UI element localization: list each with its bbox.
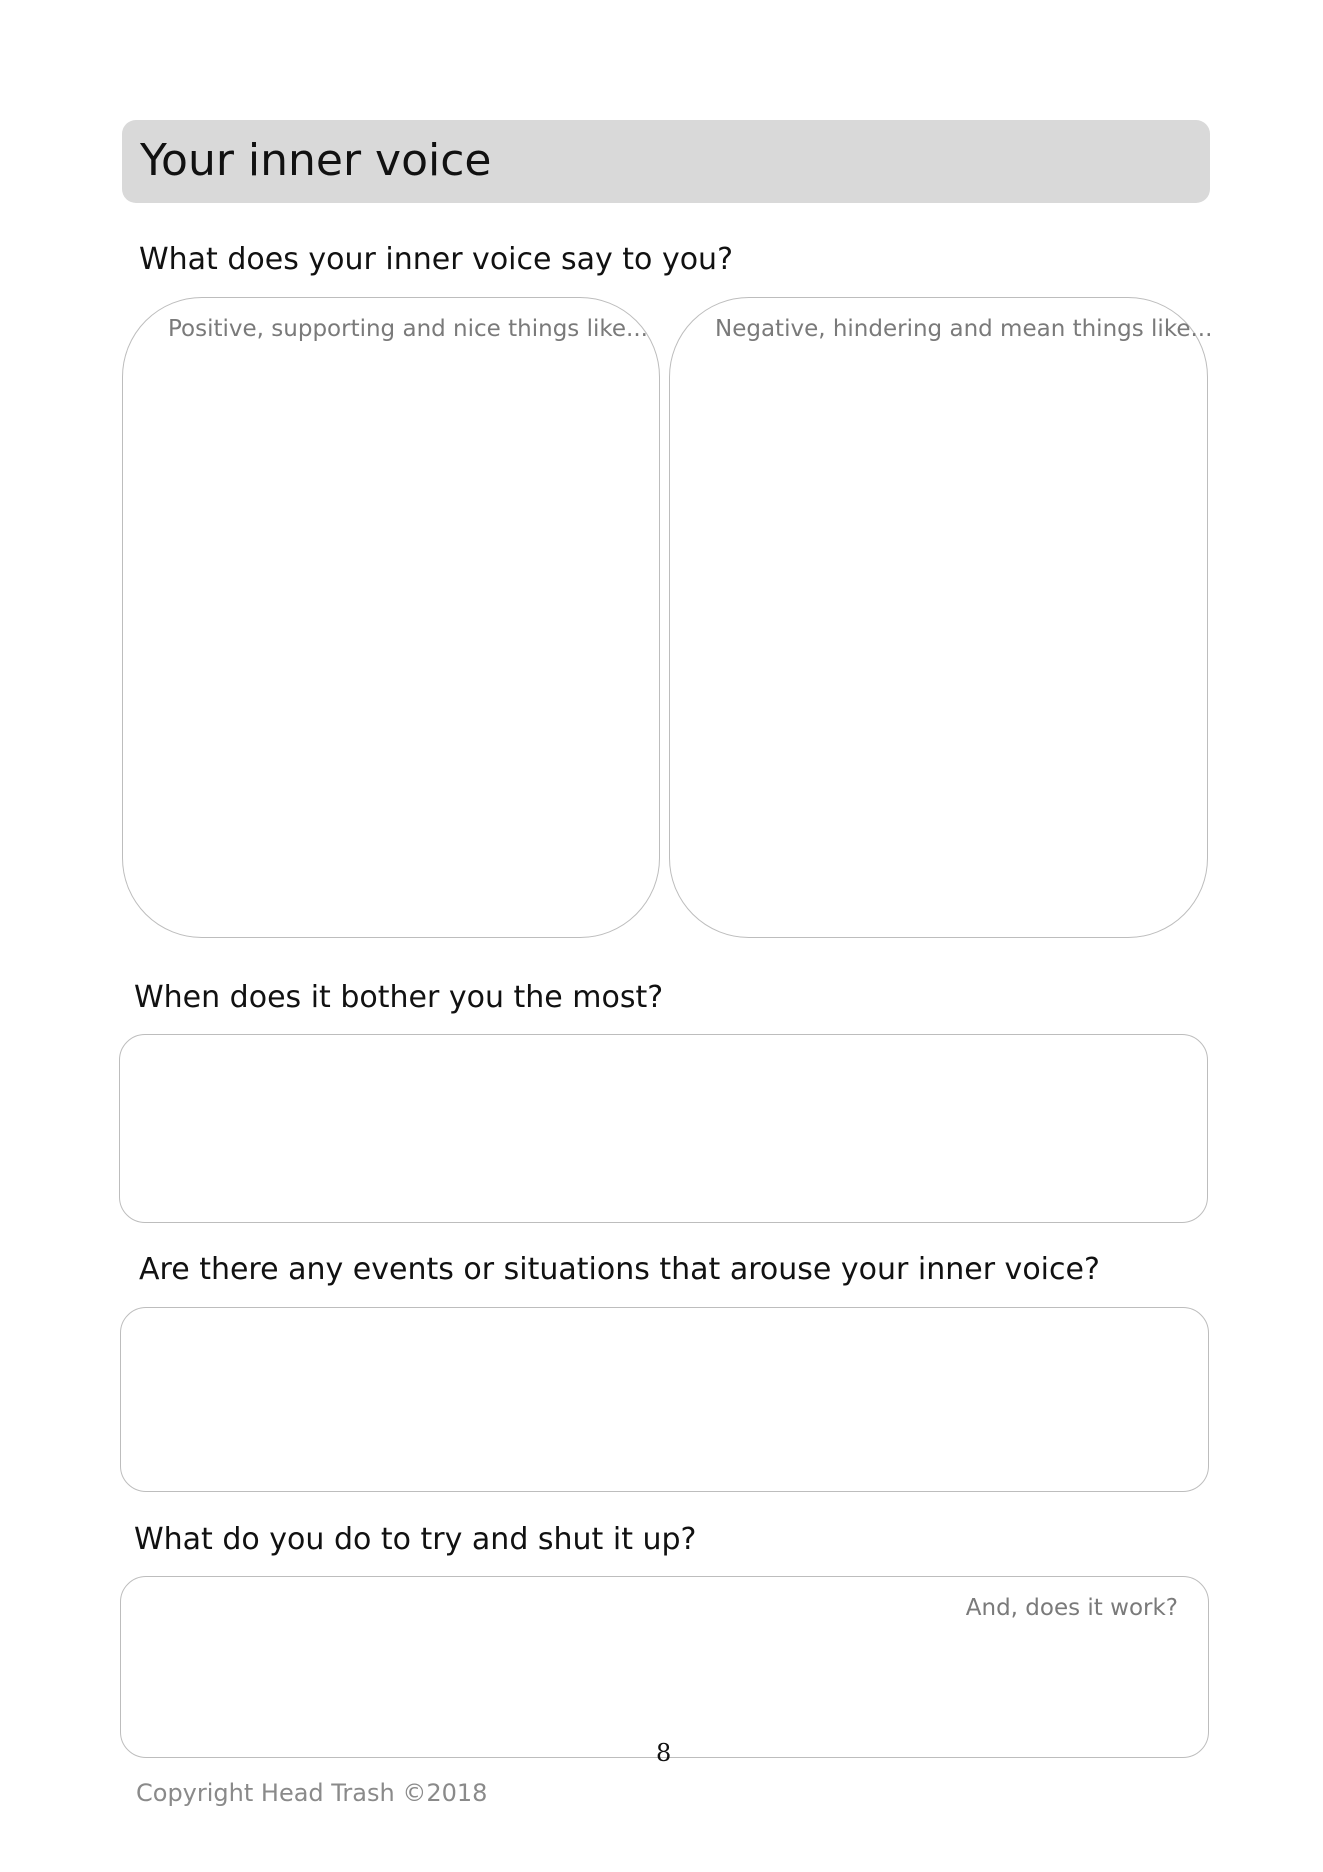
positive-things-hint: Positive, supporting and nice things like...	[168, 316, 648, 342]
question-inner-voice: What does your inner voice say to you?	[139, 242, 733, 277]
shut-up-answer-box[interactable]	[120, 1576, 1209, 1758]
positive-things-answer-box[interactable]	[122, 297, 660, 938]
negative-things-hint: Negative, hindering and mean things like...	[715, 316, 1213, 342]
question-events: Are there any events or situations that arouse your inner voice?	[139, 1252, 1100, 1287]
question-bother: When does it bother you the most?	[134, 980, 664, 1015]
copyright-notice: Copyright Head Trash ©2018	[136, 1779, 488, 1807]
does-it-work-hint: And, does it work?	[965, 1595, 1178, 1621]
bother-answer-box[interactable]	[119, 1034, 1208, 1223]
section-header	[122, 120, 1210, 203]
events-answer-box[interactable]	[120, 1307, 1209, 1492]
page-title: Your inner voice	[140, 135, 492, 186]
page-number: 8	[656, 1739, 672, 1767]
negative-things-answer-box[interactable]	[669, 297, 1213, 938]
question-shut-up: What do you do to try and shut it up?	[134, 1522, 697, 1557]
